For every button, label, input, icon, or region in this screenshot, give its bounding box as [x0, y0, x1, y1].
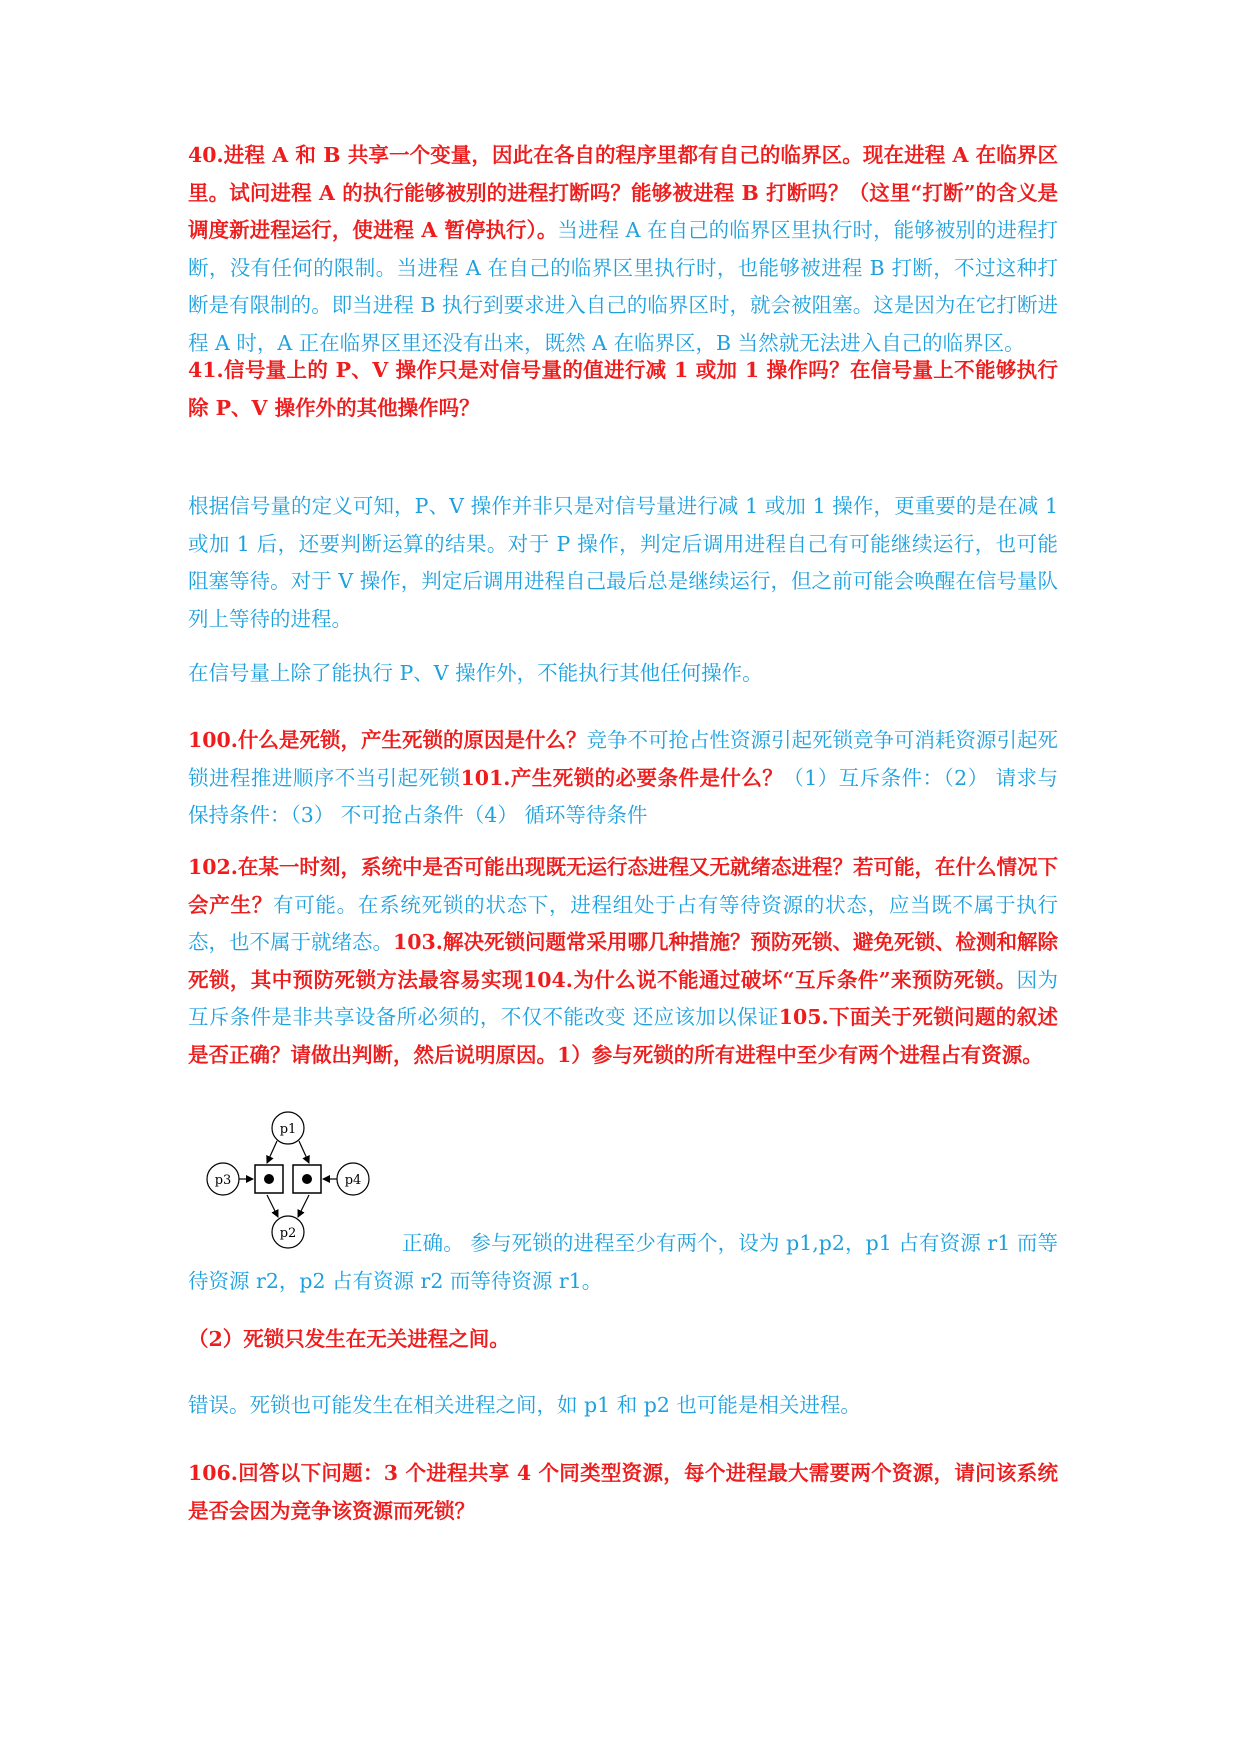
- resource-instance-dot: [264, 1174, 274, 1184]
- answer-41-note: 在信号量上除了能执行 P、V 操作外，不能执行其他任何操作。: [188, 661, 763, 685]
- answer-105-2-paragraph: [188, 1387, 1058, 1425]
- question-105: 105.下面关于死锁问题的叙述是否正确？请做出判断，然后说明原因。1）参与死锁的所有进程中至少有两个进程占有资源。: [188, 1005, 1058, 1067]
- process-label: p3: [214, 1173, 232, 1188]
- process-label: p1: [279, 1122, 297, 1137]
- edge-arrow: [267, 1141, 277, 1163]
- answer-100: 竞争不可抢占性资源引起死锁竞争可消耗资源引起死锁进程推进顺序不当引起死锁: [188, 728, 1059, 790]
- process-label: p2: [279, 1226, 297, 1241]
- question-40-paragraph: [188, 137, 1058, 362]
- question-103: 103.解决死锁问题常采用哪几种措施？: [393, 930, 751, 954]
- answer-101: （1）互斥条件：（2） 请求与保持条件：（3） 不可抢占条件（4） 循环等待条件: [188, 765, 1059, 827]
- edge-arrow: [299, 1141, 309, 1163]
- answer-104: 因为互斥条件是非共享设备所必须的，不仅不能改变 还应该加以保证: [188, 967, 1059, 1029]
- resource-instance-dot: [302, 1174, 312, 1184]
- answer-105-2: 错误。死锁也可能发生在相关进程之间，如 p1 和 p2 也可能是相关进程。: [188, 1393, 861, 1417]
- question-41: 41.信号量上的 P、V 操作只是对信号量的值进行减 1 或加 1 操作吗？在信号量上不能够执行除 P、V 操作外的其他操作吗？: [188, 358, 1058, 420]
- edge-arrow: [298, 1195, 309, 1217]
- question-105-2: （2）死锁只发生在无关进程之间。: [188, 1327, 510, 1351]
- answer-105-1-paragraph: [188, 1225, 1058, 1300]
- answer-40: 当进程 A 在自己的临界区里执行时，能够被别的进程打断，没有任何的限制。当进程 A 在自己的临界区里执行时，也能够被进程 B 打断，不过这种打断是有限制的。即当进程 B 执行到要求进入自己的临界区时，就会被阻塞。这是因为在它打断进程 A 时，A 正在临界区里还没有出来，既然 A 在临界区，B 当然就无法进入自己的临界区。: [188, 218, 1058, 355]
- question-40: 40.进程 A 和 B 共享一个变量，因此在各自的程序里都有自己的临界区。现在进程 A 在临界区里。试问进程 A 的执行能够被别的进程打断吗？能够被进程 B 打断吗？（这里“打断”的含义是调度新进程运行，使进程 A 暂停执行）。: [188, 143, 1058, 242]
- answer-41-paragraph: [188, 488, 1058, 638]
- question-102-105-paragraph: [188, 849, 1058, 1074]
- edge-arrow: [267, 1195, 278, 1217]
- question-101: 101.产生死锁的必要条件是什么？: [460, 765, 784, 790]
- question-106-paragraph: [188, 1455, 1058, 1530]
- question-41-paragraph: [188, 352, 1058, 427]
- answer-103: 预防死锁、避免死锁、检测和解除死锁，其中预防死锁方法最容易实现: [188, 930, 1058, 992]
- question-105-2-paragraph: [188, 1321, 1058, 1359]
- answer-102: 有可能。在系统死锁的状态下，进程组处于占有等待资源的状态，应当既不属于执行态，也不属于就绪态。: [188, 892, 1059, 954]
- question-102: 102.在某一时刻，系统中是否可能出现既无运行态进程又无就绪态进程？若可能，在什么情况下会产生？: [188, 855, 1058, 917]
- question-106: 106.回答以下问题：3 个进程共享 4 个同类型资源，每个进程最大需要两个资源，请问该系统是否会因为竞争该资源而死锁？: [188, 1461, 1058, 1523]
- question-100: 100.什么是死锁，产生死锁的原因是什么？: [188, 728, 587, 752]
- answer-41: 根据信号量的定义可知，P、V 操作并非只是对信号量进行减 1 或加 1 操作，更重要的是在减 1 或加 1 后，还要判断运算的结果。对于 P 操作，判定后调用进程自己有可能继续运行，也可能阻塞等待。对于 V 操作，判定后调用进程自己最后总是继续运行，但之前可能会唤醒在信号量队列上等待的进程。: [188, 494, 1058, 631]
- question-104: 104.为什么说不能通过破坏“互斥条件”来预防死锁。: [523, 967, 1017, 992]
- process-label: p4: [344, 1173, 362, 1188]
- question-100-101-paragraph: [188, 722, 1058, 835]
- answer-105-1: 正确。 参与死锁的进程至少有两个，设为 p1,p2，p1 占有资源 r1 而等待资源 r2，p2 占有资源 r2 而等待资源 r1。: [188, 1231, 1058, 1293]
- answer-41-note-paragraph: [188, 655, 1058, 693]
